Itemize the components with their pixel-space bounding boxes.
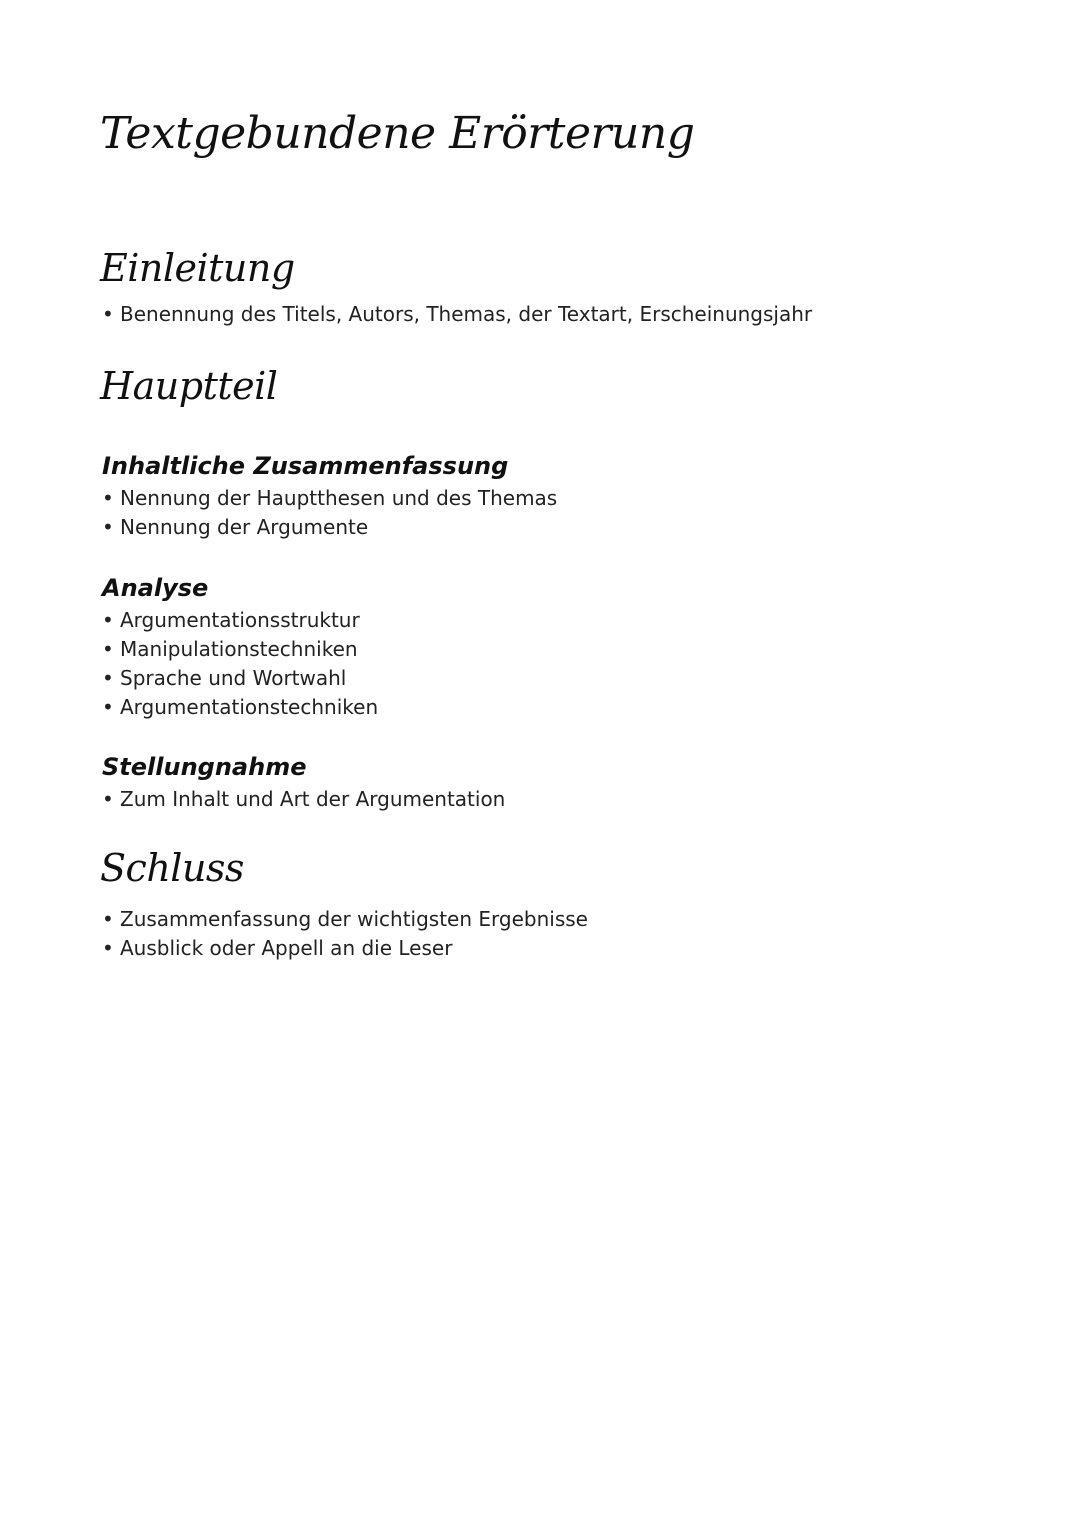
bullet-icon: • <box>102 637 114 661</box>
bullet-icon: • <box>102 515 114 539</box>
list-item: • Ausblick oder Appell an die Leser <box>102 934 588 963</box>
schluss-list <box>102 905 588 963</box>
bullet-icon: • <box>102 787 114 811</box>
bullet-icon: • <box>102 666 114 690</box>
list-item: • Sprache und Wortwahl <box>102 664 378 693</box>
analyse-list <box>102 606 378 722</box>
subheading-inhaltliche-zusammenfassung: Inhaltliche Zusammenfassung <box>102 452 509 480</box>
list-item: • Manipulationstechniken <box>102 635 378 664</box>
einleitung-list <box>102 300 812 329</box>
list-item: • Argumentationstechniken <box>102 693 378 722</box>
document-title: Textgebundene Erörterung <box>100 108 695 159</box>
inhalt-list <box>102 484 557 542</box>
bullet-icon: • <box>102 695 114 719</box>
section-heading-hauptteil: Hauptteil <box>100 364 278 408</box>
list-item: • Benennung des Titels, Autors, Themas, der Textart, Erscheinungsjahr <box>102 300 812 329</box>
bullet-icon: • <box>102 936 114 960</box>
bullet-icon: • <box>102 302 114 326</box>
stellungnahme-list <box>102 785 505 814</box>
section-heading-schluss: Schluss <box>100 846 244 890</box>
list-item: • Nennung der Argumente <box>102 513 557 542</box>
list-item: • Zusammenfassung der wichtigsten Ergebnisse <box>102 905 588 934</box>
bullet-icon: • <box>102 608 114 632</box>
bullet-icon: • <box>102 486 114 510</box>
list-item: • Argumentationsstruktur <box>102 606 378 635</box>
list-item: • Nennung der Hauptthesen und des Themas <box>102 484 557 513</box>
section-heading-einleitung: Einleitung <box>100 246 295 290</box>
subheading-stellungnahme: Stellungnahme <box>102 753 307 781</box>
list-item: • Zum Inhalt und Art der Argumentation <box>102 785 505 814</box>
subheading-analyse: Analyse <box>102 574 209 602</box>
bullet-icon: • <box>102 907 114 931</box>
